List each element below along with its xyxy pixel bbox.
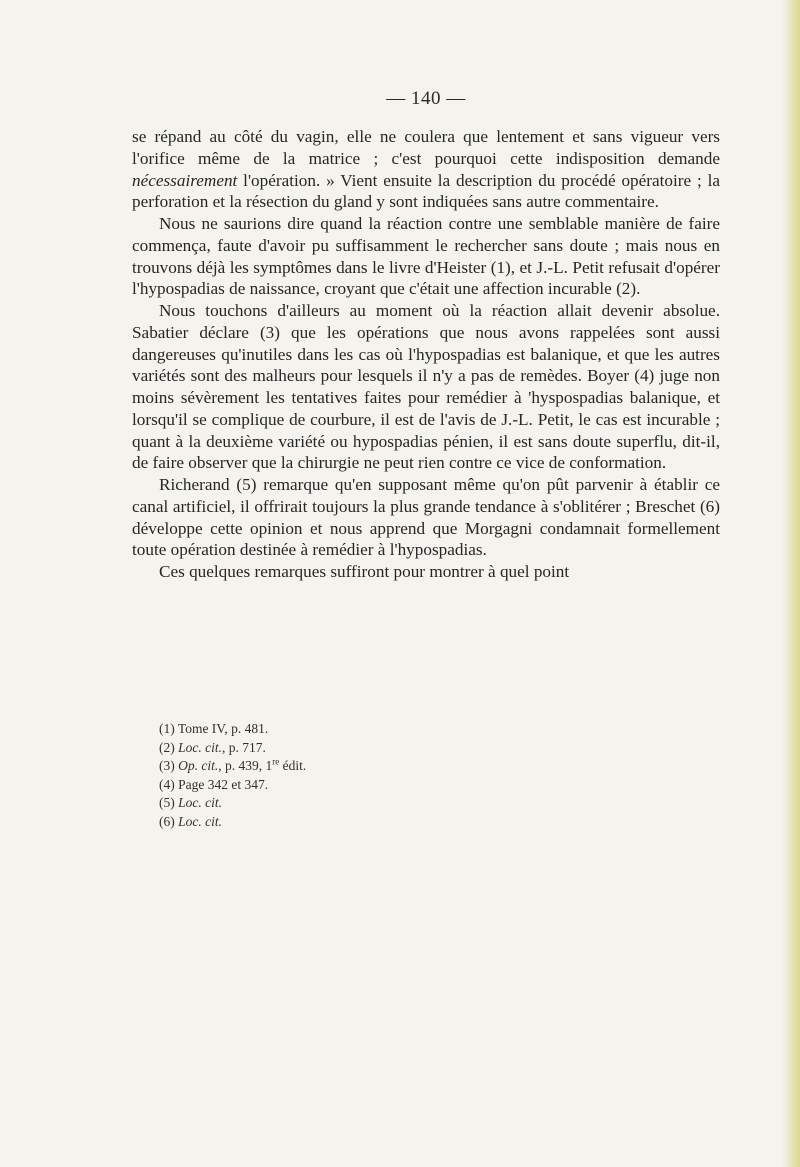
footnotes <box>159 720 719 832</box>
footnote-tail: édit. <box>279 758 307 774</box>
footnote-marker: (5) <box>159 795 175 811</box>
footnote-marker: (6) <box>159 813 175 829</box>
footnote-superscript: re <box>272 756 280 767</box>
paragraph-1 <box>132 126 720 213</box>
paragraph-1-text-end: l'opération. » Vient ensuite la description du procédé opératoire ; la perforation et la résection du gland y sont indiquées sans autre commentaire. <box>132 170 720 212</box>
footnote-4 <box>159 776 719 795</box>
page-edge-shadow <box>782 0 800 1167</box>
footnote-italic: Loc. cit. <box>178 813 222 829</box>
paragraph-1-emphasis: nécessairement <box>132 170 238 190</box>
footnote-text: , p. 439, 1 <box>218 758 273 774</box>
footnote-marker: (4) <box>159 776 175 792</box>
paragraph-2: Nous ne saurions dire quand la réaction contre une semblable manière de faire commença, faute d'avoir pu suffisamment le rechercher sans doute ; mais nous en trouvons déjà les symptômes dans le livre d'Heister (1), et J.-L. Petit refusait d'opérer l'hypospadias de naissance, croyant que c'était une affection incurable (2). <box>132 214 720 299</box>
paragraph-4: Richerand (5) remarque qu'en supposant même qu'on pût parvenir à établir ce canal artificiel, il offrirait toujours la plus grande tendance à s'oblitérer ; Breschet (6) développe cette opinion et nous apprend que Morgagni condamnait formellement toute opération destinée à remédier à l'hypospadias. <box>132 475 720 560</box>
footnote-text: Tome IV, p. 481. <box>177 721 269 736</box>
body-text <box>132 126 720 583</box>
paragraph-3: Nous touchons d'ailleurs au moment où la réaction allait devenir absolue. Sabatier déclare (3) que les opérations que nous avons rappelées sont aussi dangereuses qu'inutiles dans les cas où l'hypospadias est balanique, et que les autres variétés sont des malheurs pour lesquels il n'y a pas de remèdes. Boyer (4) juge non moins sévèrement les tentatives faites pour remédier à 'hyspospadias balanique, et lorsqu'il se complique de courbure, il est de l'avis de J.-L. Petit, le cas est incurable ; quant à la deuxième variété ou hypospadias pénien, il est sans doute superflu, dit-il, de faire observer que la chirurgie ne peut rien contre ce vice de conformation. <box>132 301 720 473</box>
footnote-6 <box>159 813 719 832</box>
footnote-text: , p. 717. <box>222 739 266 755</box>
paragraph-5: Ces quelques remarques suffiront pour montrer à quel point <box>159 562 570 581</box>
footnote-italic: Op. cit. <box>178 758 219 774</box>
footnote-marker: (2) <box>159 739 175 755</box>
footnote-2 <box>159 739 719 758</box>
footnote-marker: (3) <box>159 758 175 774</box>
footnote-3 <box>159 757 719 776</box>
footnote-5 <box>159 794 719 813</box>
paragraph-1-text-start: se répand au côté du vagin, elle ne coulera que lentement et sans vigueur vers l'orifice même de la matrice ; c'est pourquoi cette indisposition demande <box>132 127 720 168</box>
footnote-italic: Loc. cit. <box>178 739 222 755</box>
footnote-italic: Loc. cit. <box>178 795 222 811</box>
footnote-text: Page 342 et 347. <box>178 776 269 792</box>
page-number: — 140 — <box>386 88 466 109</box>
footnote-marker: (1) <box>159 721 175 736</box>
footnote-1 <box>159 720 719 739</box>
